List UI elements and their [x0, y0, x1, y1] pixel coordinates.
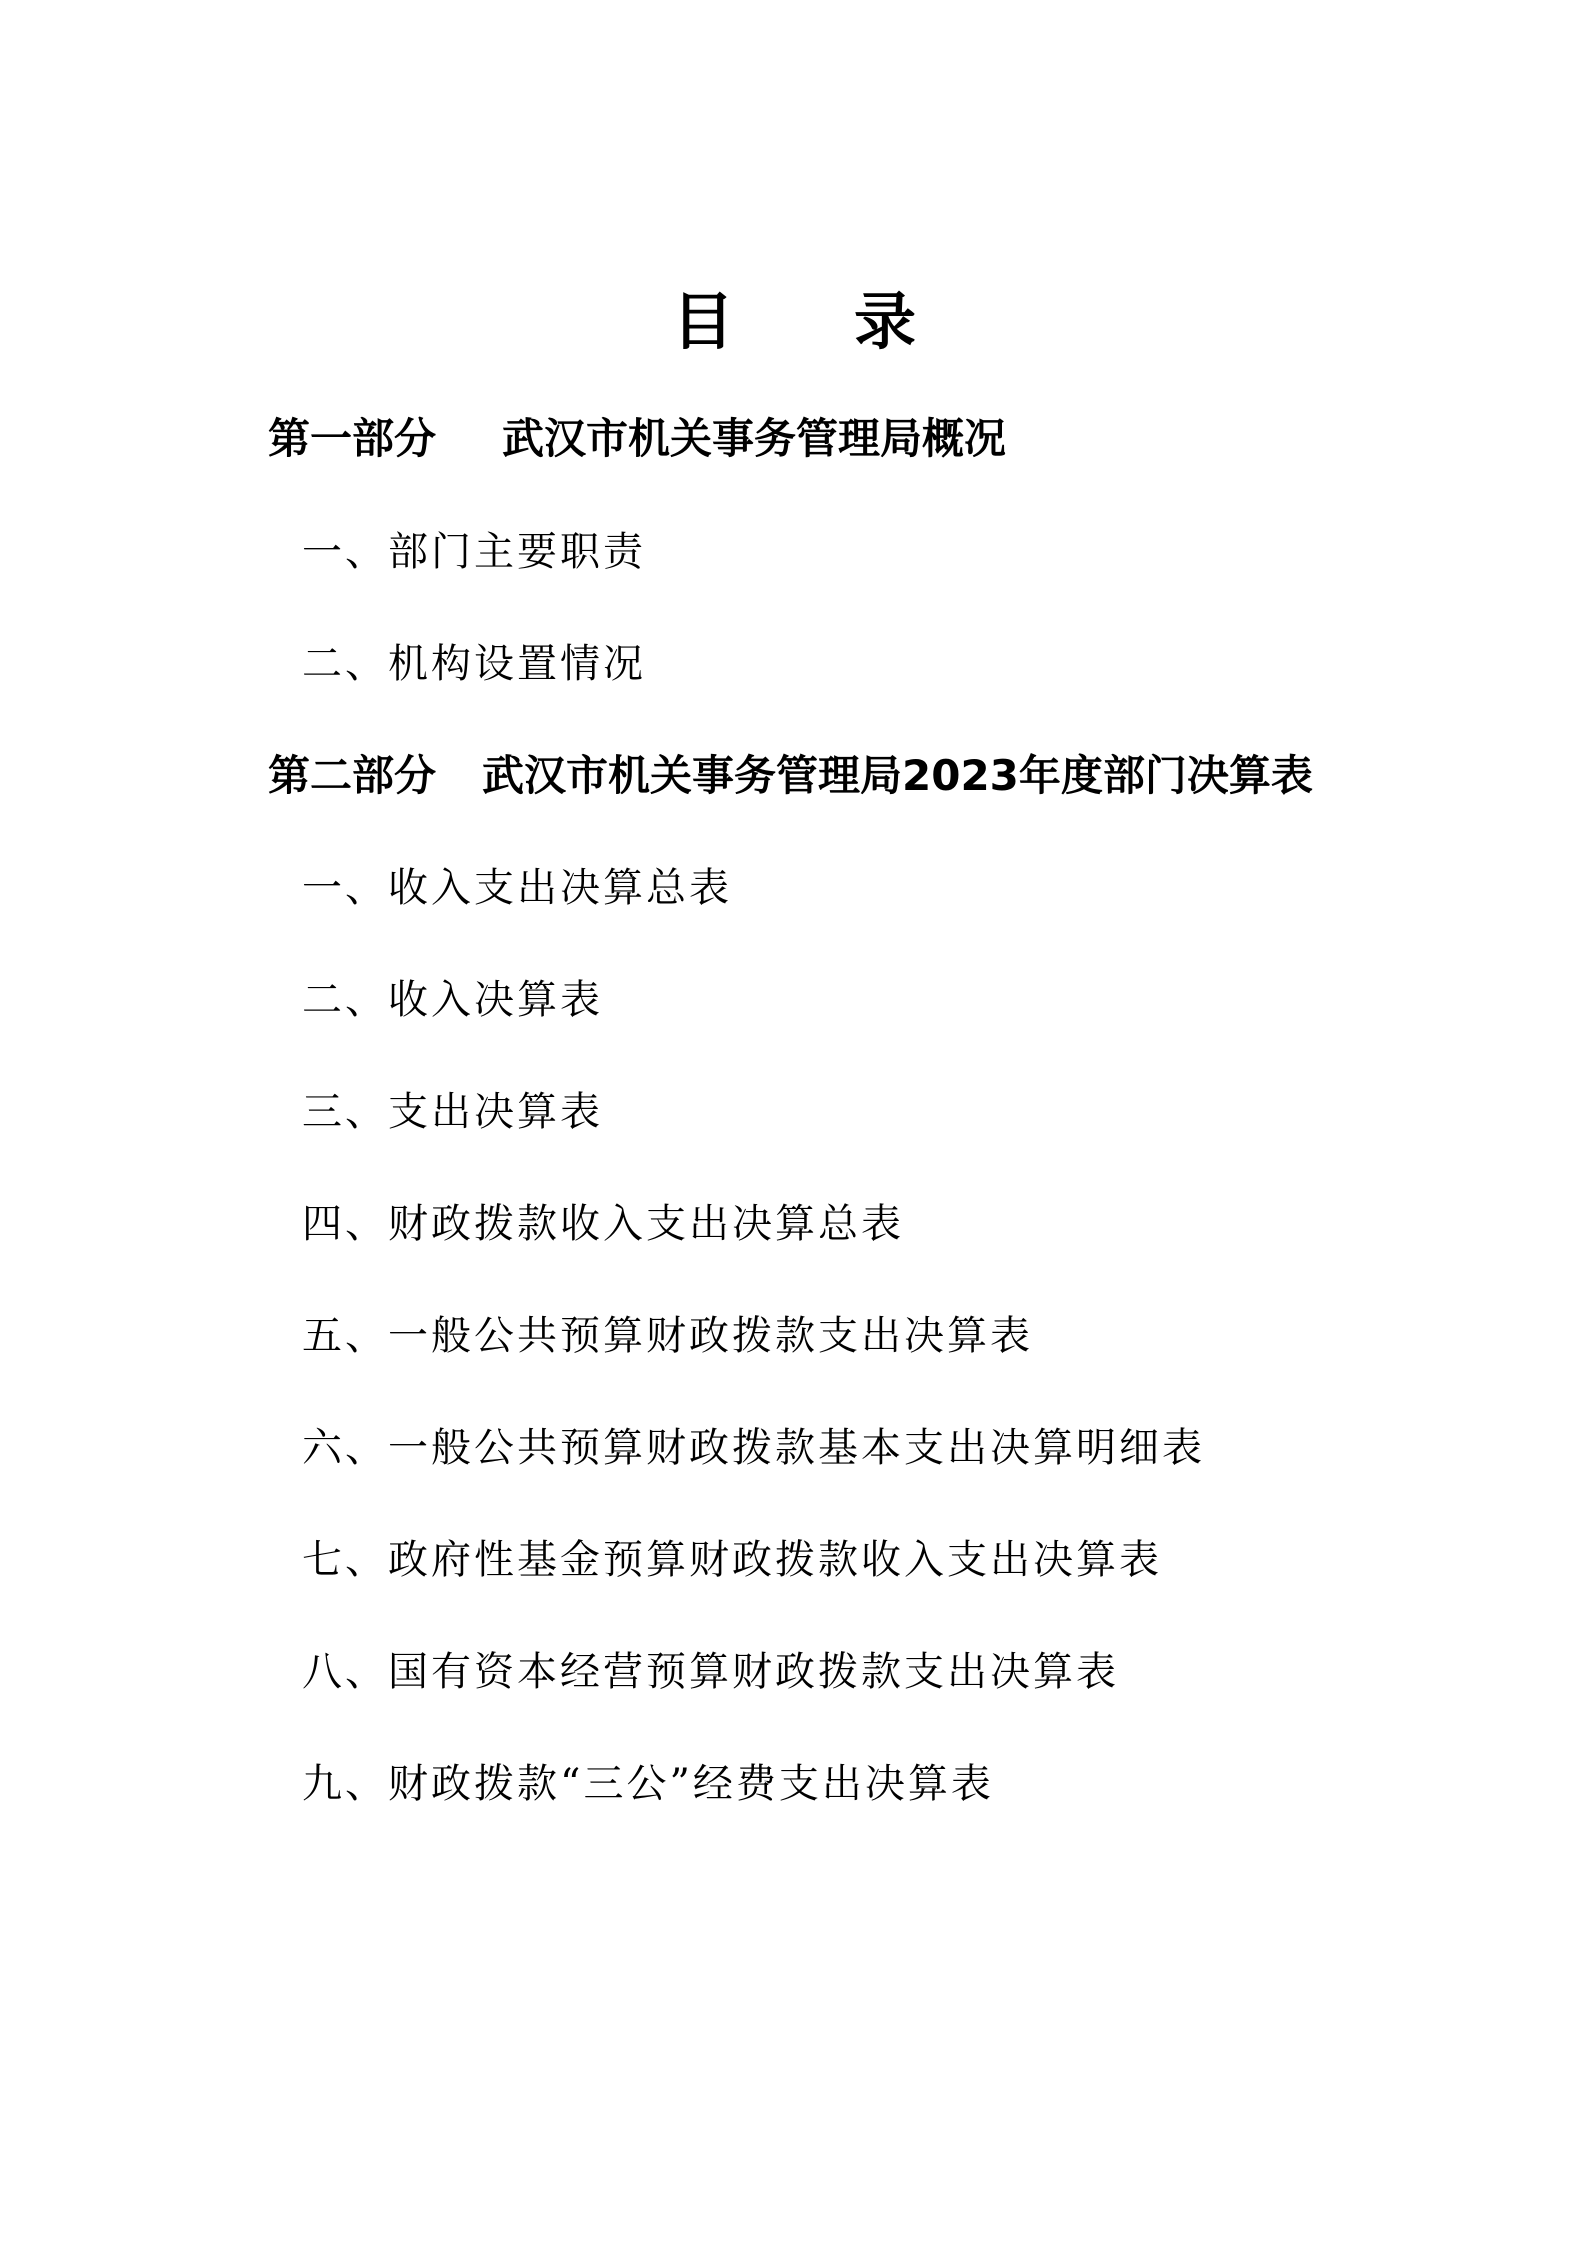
- part-2-label: 第二部分: [268, 751, 437, 800]
- page-title: [0, 282, 1588, 362]
- toc-item-part2-4[interactable]: 四、财政拨款收入支出决算总表: [302, 1201, 904, 1247]
- toc-part-1-heading[interactable]: [268, 409, 1006, 469]
- toc-item-part2-1[interactable]: 一、收入支出决算总表: [302, 865, 732, 911]
- title-char-1: 目: [671, 285, 734, 358]
- toc-part-2-heading[interactable]: [268, 746, 1313, 806]
- toc-item-part2-3[interactable]: 三、支出决算表: [302, 1089, 603, 1135]
- toc-item-part2-7[interactable]: 七、政府性基金预算财政拨款收入支出决算表: [302, 1537, 1162, 1583]
- toc-item-part2-8[interactable]: 八、国有资本经营预算财政拨款支出决算表: [302, 1649, 1119, 1695]
- part-1-label: 第一部分: [268, 414, 437, 463]
- toc-item-part2-5[interactable]: 五、一般公共预算财政拨款支出决算表: [302, 1313, 1033, 1359]
- part-2-name: 武汉市机关事务管理局2023年度部门决算表: [482, 751, 1313, 800]
- toc-item-part2-9[interactable]: 九、财政拨款“三公”经费支出决算表: [302, 1761, 994, 1807]
- part-1-name: 武汉市机关事务管理局概况: [502, 414, 1007, 463]
- toc-item-part1-2[interactable]: 二、机构设置情况: [302, 641, 646, 687]
- toc-item-part1-1[interactable]: 一、部门主要职责: [302, 529, 646, 575]
- toc-item-part2-2[interactable]: 二、收入决算表: [302, 977, 603, 1023]
- toc-item-part2-6[interactable]: 六、一般公共预算财政拨款基本支出决算明细表: [302, 1425, 1205, 1471]
- title-char-2: 录: [854, 285, 917, 358]
